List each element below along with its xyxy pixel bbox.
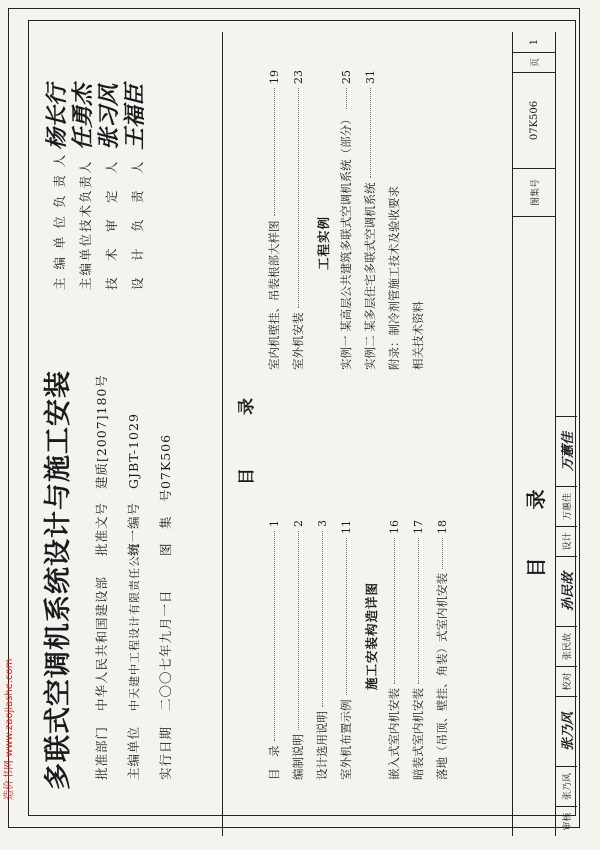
staff-role-2: 主编单位技术负责人 <box>78 159 93 290</box>
meta-line-2 <box>124 413 142 780</box>
watermark: 造价书网 www.zaojiashe.com <box>4 658 15 800</box>
approve-doc-label: 批准文号 <box>94 502 109 557</box>
toc-item: 目 录 1 <box>267 520 281 780</box>
signature-4: 王福臣 <box>123 83 148 150</box>
code: GJBT-1029 <box>126 413 141 490</box>
approve-dept-label: 批准部门 <box>94 725 109 780</box>
meta-line-1 <box>92 374 110 780</box>
title-divider <box>222 32 223 836</box>
toc-item: 编制说明 2 <box>291 520 305 780</box>
staff-role-1: 主 编 单 位 负 责 人 <box>52 152 67 290</box>
signature-1: 杨长行 <box>45 83 70 150</box>
toc-item: 设计选用说明 3 <box>315 520 329 780</box>
toc-item: 室外机安装 23 <box>291 70 305 370</box>
staff-role-4: 设 计 负 责 人 <box>130 159 145 290</box>
document-title: 多联式空调机系统设计与施工安装 <box>43 370 74 790</box>
toc-heading: 目 录 <box>237 380 257 485</box>
approve-doc: 建质[2007]180号 <box>94 374 109 490</box>
atlas-label: 图 集 号 <box>158 488 173 557</box>
check-signature: 孙民故 <box>555 556 577 626</box>
title-block-page-label: 页 <box>513 52 555 72</box>
title-block-title: 目 录 <box>513 216 555 836</box>
date-label: 实行日期 <box>158 725 173 780</box>
code-label: 统一编号 <box>126 502 141 557</box>
review-name: 张乃风 <box>555 766 577 806</box>
toc-item: 实例二 某多层住宅多联式空调机系统 31 <box>363 70 377 370</box>
signature-2: 任勇杰 <box>71 83 96 150</box>
review-label: 审核 <box>555 806 577 836</box>
toc-item: 室外机布置示例 11 <box>339 520 353 780</box>
approve-dept: 中华人民共和国建设部 <box>94 576 109 712</box>
title-block <box>512 32 579 836</box>
meta-line-3 <box>156 434 174 780</box>
section-examples: 工程实例 <box>316 215 331 270</box>
staff-role-3: 技 术 审 定 人 <box>104 159 119 290</box>
section-construction: 施工安装构造详图 <box>364 581 379 690</box>
title-block-atlas: 07K506 <box>513 72 555 168</box>
title-block-row-sign <box>555 32 577 836</box>
toc-item: 相关技术资料 <box>411 301 425 370</box>
title-block-atlas-label: 图集号 <box>513 168 555 216</box>
editor-label: 主编单位 <box>126 725 141 780</box>
toc-item: 落地（吊顶、壁挂、角装）式室内机安装 18 <box>435 520 449 780</box>
design-name: 万蕙佳 <box>555 486 577 526</box>
toc-item: 室内机壁挂、吊装根部大样图 19 <box>267 70 281 370</box>
atlas: 07K506 <box>158 433 173 490</box>
check-label: 校对 <box>555 666 577 696</box>
design-label: 设计 <box>555 526 577 556</box>
review-signature: 张乃风 <box>555 696 577 766</box>
title-block-row-main <box>513 32 556 836</box>
signature-3: 张习风 <box>97 83 122 150</box>
check-name: 张民故 <box>555 626 577 666</box>
toc-item: 嵌入式室内机安装 16 <box>387 520 401 780</box>
toc-item: 暗装式室内机安装 17 <box>411 520 425 780</box>
toc-item: 附录：制冷剂管施工技术及验收要求 <box>387 186 401 370</box>
title-block-blank <box>555 32 577 416</box>
toc-item: 实例一 某高层公共建筑多联式空调机系统（部分） 25 <box>339 70 353 370</box>
title-block-page: 1 <box>528 38 540 46</box>
editor: 中天建中工程设计有限责任公司 <box>128 543 141 712</box>
design-signature: 万蕙佳 <box>555 416 577 486</box>
date: 二〇〇七年九月一日 <box>158 589 173 712</box>
